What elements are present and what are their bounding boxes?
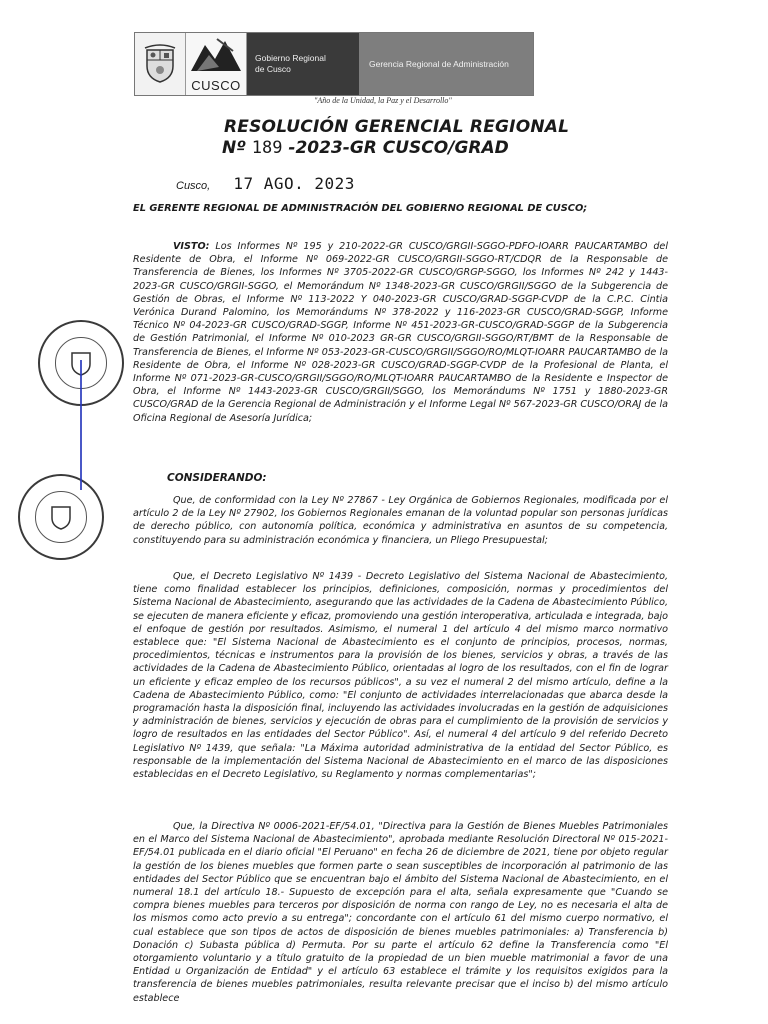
header-banner (134, 32, 534, 96)
year-motto: "Año de la Unidad, la Paz y el Desarrollo" (314, 96, 452, 105)
number-prefix: Nº (222, 138, 246, 158)
logo-text: CUSCO (191, 78, 241, 93)
resolution-number (222, 138, 509, 158)
date-line (176, 174, 355, 193)
visto-text: Los Informes Nº 195 y 210-2022-GR CUSCO/GRGII-SGGO-PDFO-IOARR PAUCARTAMBO del Residente de Obra, el Informe Nº 069-2022-GR CUSCO/GRGII-SGGO-RT/CDQR de la Responsable de Transferencia de Bienes, los Informes Nº 3705-2022-GR CUSCO/GRGP-SGGO, los Informes Nº 242 y 1443-2023-GR CUSCO/GRGII-SGGO, el Memorándum Nº 1348-2023-GR CUSCO/GRGII/SGGO de la Subgerencia de Gestión de Obras, el Informe Nº 113-2022 Y 040-2023-GR CUSCO/GRAD-SGGP-CVDP de la C.P.C. Cintia Verónica Durand Palomino, los Memorándums Nº 378-2022 y 116-2023-GR CUSCO/GRAD-SGGP, Informe Técnico Nº 04-2023-GR CUSCO/GRAD-SGGP, Informe Nº 451-2023-GR-CUSCO/GRAD-SGGP de la Subgerencia de Gestión Patrimonial, el Informe Nº 010-2023 GR-GR CUSCO/GRGII-SGGO/RT/BMT de la Responsable de Transferencia de Bienes, el Informe Nº 053-2023-GR-CUSCO/GRGII/SGGO/RO/MLQT-IOARR PAUCARTAMBO de la Residente de Obra, el Informe Nº 028-2023-GR CUSCO/GRAD-SGGP-CVDP de la Profesional de Planta, el Informe Nº 071-2023-GR-CUSCO/GRGII/SGGO/RO/MLQT-IOARR PAUCARTAMBO de la Residente e Inspector de Obra, el Informe Nº 1443-2023-GR CUSCO/GRGII/SGGO, los Memorándums Nº 1751 y 1880-2023-GR CUSCO/GRAD de la Gerencia Regional de Administración y el Informe Legal Nº 567-2023-GR CUSCO/ORAJ de la Oficina Regional de Asesoría Jurídica; (133, 241, 668, 424)
considerando-heading: CONSIDERANDO: (167, 472, 267, 484)
paragraph-1: Que, de conformidad con la Ley Nº 27867 - Ley Orgánica de Gobiernos Regionales, modificada por el artículo 2 de la Ley Nº 27902, los Gobiernos Regionales emanan de la voluntad popular son personas jurídicas de derecho público, con autonomía política, económica y administrativa en asuntos de su competencia, constituyendo para su administración económica y financiera, un Pliego Presupuestal; (133, 495, 668, 546)
department-name: Gerencia Regional de Administración (359, 33, 533, 95)
stamped-date: 17 AGO. 2023 (233, 174, 355, 193)
number-value: 189 (251, 138, 283, 158)
mountain-logo-icon (187, 35, 245, 77)
org-name (247, 33, 359, 95)
city: Cusco, (176, 180, 211, 192)
number-suffix: -2023-GR CUSCO/GRAD (288, 138, 509, 158)
advisory-office-seal (18, 474, 104, 560)
org-line2: de Cusco (255, 64, 291, 74)
resolution-title: RESOLUCIÓN GERENCIAL REGIONAL (224, 117, 570, 137)
paragraph-3: Que, la Directiva Nº 0006-2021-EF/54.01, "Directiva para la Gestión de Bienes Muebles Patrimoniales en el Marco del Sistema Nacional de Abastecimiento", aprobada mediante Resolución Directoral Nº 015-2021- EF/54.01 publicada en el diario oficial "El Peruano" en fecha 26 de diciembre de 2021, tiene por objeto regular la gestión de los bienes muebles que formen parte o sean susceptibles de incorporación al patrimonio de las entidades del Sector Público que se encuentran bajo el ámbito del Sistema Nacional de Abastecimiento, en el numeral 18.1 del artículo 18.- Supuesto de excepción para el alta, señala expresamente que "Cuando se compra bienes muebles para terceros por disposición de norma con rango de Ley, no es necesaria el alta de los mismos como acto previo a su entrega"; concordante con el artículo 61 del mismo cuerpo normativo, el cual establece que son tipos de actos de disposición de bienes muebles patrimoniales: a) Transferencia b) Donación c) Subasta pública d) Permuta. Por su parte el artículo 62 define la Transferencia como "El otorgamiento voluntario y a título gratuito de la propiedad de un bien mueble matrimonial a favor de una Entidad u Organización de Entidad" y el artículo 63 establece el trámite y los requisitos exigidos para la transferencia de bienes muebles patrimoniales, resulta relevante precisar que el inciso b) del mismo artículo establece (133, 821, 668, 1004)
signature-stroke (80, 360, 82, 490)
cusco-logo (186, 33, 247, 95)
paragraph-2: Que, el Decreto Legislativo Nº 1439 - Decreto Legislativo del Sistema Nacional de Abastecimiento, tiene como finalidad establecer los principios, definiciones, composición, normas y procedimientos del Sistema Nacional de Abastecimiento, asegurando que las actividades de la Cadena de Abastecimiento Público, se ejecuten de manera eficiente y eficaz, promoviendo una gestión interoperativa, articulada e integrada, bajo el enfoque de gestión por resultados. Asimismo, el numeral 1 del artículo 4 del mismo marco normativo establece que: "El Sistema Nacional de Abastecimiento es el conjunto de principios, procesos, normas, procedimientos, técnicas e instrumentos para la provisión de los bienes, servicios y obras, a través de las actividades de la Cadena de Abastecimiento Público, orientadas al logro de los resultados, con el fin de lograr un eficiente y eficaz empleo de los recursos públicos", a su vez el numeral 2 del mismo artículo, define a la Cadena de Abastecimiento Público, como: "El conjunto de actividades interrelacionadas que abarca desde la programación hasta la disposición final, incluyendo las actividades involucradas en la gestión de adquisiciones y administración de bienes, servicios y ejecución de obras para el cumplimiento de la provisión de servicios y logro de resultados en las entidades del Sector Público". Así, el numeral 4 del artículo 9 del referido Decreto Legislativo Nº 1439, que señala: "La Máxima autoridad administrativa de la entidad del Sector Público, es responsable de la implementación del Sistema Nacional de Abastecimiento en el marco de las disposiciones establecidas en el Decreto Legislativo, su Reglamento y normas complementarias"; (133, 571, 668, 781)
org-line1: Gobierno Regional (255, 53, 326, 63)
issuer-line: EL GERENTE REGIONAL DE ADMINISTRACIÓN DEL GOBIERNO REGIONAL DE CUSCO; (133, 203, 588, 214)
visto-label: VISTO: (173, 241, 210, 252)
visto-paragraph (133, 240, 668, 425)
seal-shield-icon (49, 504, 73, 530)
peru-shield-icon (135, 33, 186, 95)
